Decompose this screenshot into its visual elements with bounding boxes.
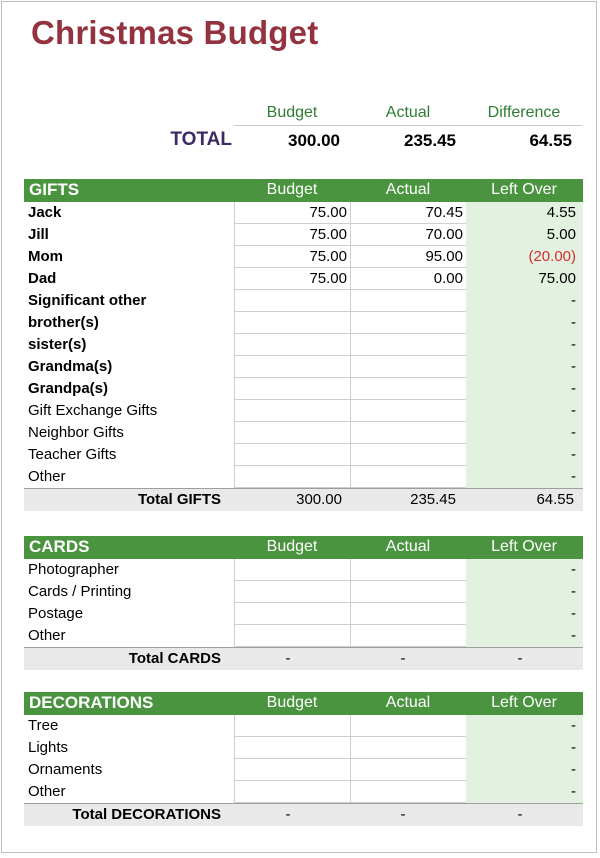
cards-total-label: Total CARDS — [128, 650, 221, 667]
gifts-total-label: Total GIFTS — [137, 491, 221, 508]
cards-title: CARDS — [29, 537, 90, 556]
actual-cell[interactable] — [350, 422, 466, 444]
row-label: Jack — [28, 204, 62, 221]
left-over-cell: - — [466, 312, 583, 334]
actual-cell[interactable]: 95.00 — [350, 246, 466, 268]
table-row — [24, 246, 583, 268]
actual-cell[interactable] — [350, 559, 466, 581]
budget-cell[interactable]: 75.00 — [234, 246, 350, 268]
actual-cell[interactable] — [350, 334, 466, 356]
actual-cell[interactable] — [350, 356, 466, 378]
grand-total-row — [2, 129, 600, 155]
gifts-section — [24, 179, 583, 511]
actual-cell[interactable] — [350, 581, 466, 603]
row-label: Photographer — [28, 561, 119, 578]
left-over-cell: - — [466, 737, 583, 759]
budget-cell[interactable] — [234, 603, 350, 625]
decorations-title: DECORATIONS — [29, 693, 154, 712]
budget-cell[interactable] — [234, 559, 350, 581]
budget-cell[interactable] — [234, 334, 350, 356]
left-over-cell: 5.00 — [466, 224, 583, 246]
actual-cell[interactable] — [350, 625, 466, 647]
left-over-cell: 4.55 — [466, 202, 583, 224]
actual-cell[interactable] — [350, 781, 466, 803]
summary-header — [234, 103, 582, 126]
row-label: Dad — [28, 270, 57, 287]
row-label: Other — [28, 468, 66, 485]
decorations-section — [24, 692, 583, 826]
actual-cell[interactable]: 70.45 — [350, 202, 466, 224]
row-label: Ornaments — [28, 761, 103, 778]
gifts-total-left-over: 64.55 — [536, 491, 574, 508]
left-over-cell: - — [466, 759, 583, 781]
budget-cell[interactable]: 75.00 — [234, 224, 350, 246]
actual-cell[interactable]: 0.00 — [350, 268, 466, 290]
cards-header — [24, 536, 583, 559]
table-row — [24, 559, 583, 581]
cards-total-budget: - — [285, 650, 291, 667]
actual-cell[interactable] — [350, 312, 466, 334]
table-row — [24, 334, 583, 356]
actual-cell[interactable] — [350, 400, 466, 422]
table-row — [24, 224, 583, 246]
decorations-total-actual: - — [400, 806, 406, 823]
table-row — [24, 715, 583, 737]
budget-cell[interactable] — [234, 290, 350, 312]
gifts-actual-col-header: Actual — [385, 181, 431, 198]
left-over-cell: - — [466, 356, 583, 378]
actual-cell[interactable] — [350, 759, 466, 781]
actual-cell[interactable] — [350, 290, 466, 312]
summary-actual-header: Actual — [385, 104, 431, 121]
actual-cell[interactable] — [350, 737, 466, 759]
budget-cell[interactable] — [234, 737, 350, 759]
gifts-total-row — [24, 488, 583, 511]
budget-cell[interactable] — [234, 759, 350, 781]
table-row — [24, 603, 583, 625]
budget-cell[interactable] — [234, 378, 350, 400]
decorations-actual-col-header: Actual — [385, 694, 431, 711]
budget-cell[interactable] — [234, 581, 350, 603]
budget-cell[interactable] — [234, 356, 350, 378]
budget-cell[interactable] — [234, 444, 350, 466]
row-label: Lights — [28, 739, 69, 756]
row-label: brother(s) — [28, 314, 99, 331]
grand-total-difference[interactable]: 64.55 — [529, 131, 572, 150]
left-over-cell: - — [466, 444, 583, 466]
budget-cell[interactable]: 75.00 — [234, 202, 350, 224]
gifts-left-over-col-header: Left Over — [491, 181, 557, 198]
budget-cell[interactable] — [234, 715, 350, 737]
gifts-total-budget: 300.00 — [296, 491, 342, 508]
gifts-header — [24, 179, 583, 202]
decorations-total-row — [24, 803, 583, 826]
budget-cell[interactable] — [234, 312, 350, 334]
budget-cell[interactable]: 75.00 — [234, 268, 350, 290]
actual-cell[interactable] — [350, 444, 466, 466]
left-over-cell: - — [466, 422, 583, 444]
row-label: Teacher Gifts — [28, 446, 117, 463]
left-over-cell: - — [466, 378, 583, 400]
budget-cell[interactable] — [234, 422, 350, 444]
row-label: Tree — [28, 717, 59, 734]
budget-cell[interactable] — [234, 400, 350, 422]
decorations-left-over-col-header: Left Over — [491, 694, 557, 711]
row-label: Other — [28, 627, 66, 644]
table-row — [24, 290, 583, 312]
gifts-budget-col-header: Budget — [266, 181, 318, 198]
budget-cell[interactable] — [234, 781, 350, 803]
table-row — [24, 781, 583, 803]
table-row — [24, 625, 583, 647]
cards-left-over-col-header: Left Over — [491, 538, 557, 555]
budget-cell[interactable] — [234, 625, 350, 647]
row-label: Mom — [28, 248, 63, 265]
actual-cell[interactable] — [350, 603, 466, 625]
budget-sheet — [1, 1, 597, 853]
decorations-total-label: Total DECORATIONS — [72, 806, 221, 823]
left-over-cell: - — [466, 334, 583, 356]
row-label: sister(s) — [28, 336, 87, 353]
table-row — [24, 466, 583, 488]
row-label: Cards / Printing — [28, 583, 132, 600]
table-row — [24, 422, 583, 444]
row-label: Neighbor Gifts — [28, 424, 124, 441]
left-over-cell: - — [466, 400, 583, 422]
cards-section — [24, 536, 583, 670]
left-over-cell: - — [466, 290, 583, 312]
table-row — [24, 312, 583, 334]
decorations-budget-col-header: Budget — [266, 694, 318, 711]
left-over-cell: - — [466, 581, 583, 603]
row-label: Grandma(s) — [28, 358, 113, 375]
left-over-cell: - — [466, 603, 583, 625]
row-label: Other — [28, 783, 66, 800]
grand-total-actual[interactable]: 235.45 — [404, 131, 456, 150]
cards-total-actual: - — [400, 650, 406, 667]
decorations-header — [24, 692, 583, 715]
left-over-cell: - — [466, 715, 583, 737]
cards-total-row — [24, 647, 583, 670]
decorations-total-left-over: - — [517, 806, 523, 823]
table-row — [24, 356, 583, 378]
grand-total-budget[interactable]: 300.00 — [288, 131, 340, 150]
budget-cell[interactable] — [234, 466, 350, 488]
table-row — [24, 581, 583, 603]
table-row — [24, 268, 583, 290]
table-row — [24, 737, 583, 759]
decorations-total-budget: - — [285, 806, 291, 823]
cards-actual-col-header: Actual — [385, 538, 431, 555]
row-label: Gift Exchange Gifts — [28, 402, 158, 419]
table-row — [24, 444, 583, 466]
row-label: Significant other — [28, 292, 147, 309]
row-label: Grandpa(s) — [28, 380, 109, 397]
actual-cell[interactable] — [350, 378, 466, 400]
page-title: Christmas Budget — [31, 14, 319, 51]
left-over-cell: - — [466, 781, 583, 803]
gifts-total-actual: 235.45 — [410, 491, 456, 508]
left-over-cell: 75.00 — [466, 268, 583, 290]
table-row — [24, 759, 583, 781]
summary-difference-header: Difference — [487, 104, 561, 121]
gifts-title: GIFTS — [29, 180, 80, 199]
left-over-cell: - — [466, 559, 583, 581]
left-over-cell: (20.00) — [466, 246, 583, 268]
grand-total-label: TOTAL — [170, 129, 232, 150]
actual-cell[interactable] — [350, 466, 466, 488]
cards-budget-col-header: Budget — [266, 538, 318, 555]
left-over-cell: - — [466, 625, 583, 647]
table-row — [24, 400, 583, 422]
table-row — [24, 378, 583, 400]
table-row — [24, 202, 583, 224]
actual-cell[interactable] — [350, 715, 466, 737]
cards-total-left-over: - — [517, 650, 523, 667]
row-label: Jill — [28, 226, 49, 243]
left-over-cell: - — [466, 466, 583, 488]
row-label: Postage — [28, 605, 84, 622]
summary-budget-header: Budget — [266, 104, 318, 121]
actual-cell[interactable]: 70.00 — [350, 224, 466, 246]
